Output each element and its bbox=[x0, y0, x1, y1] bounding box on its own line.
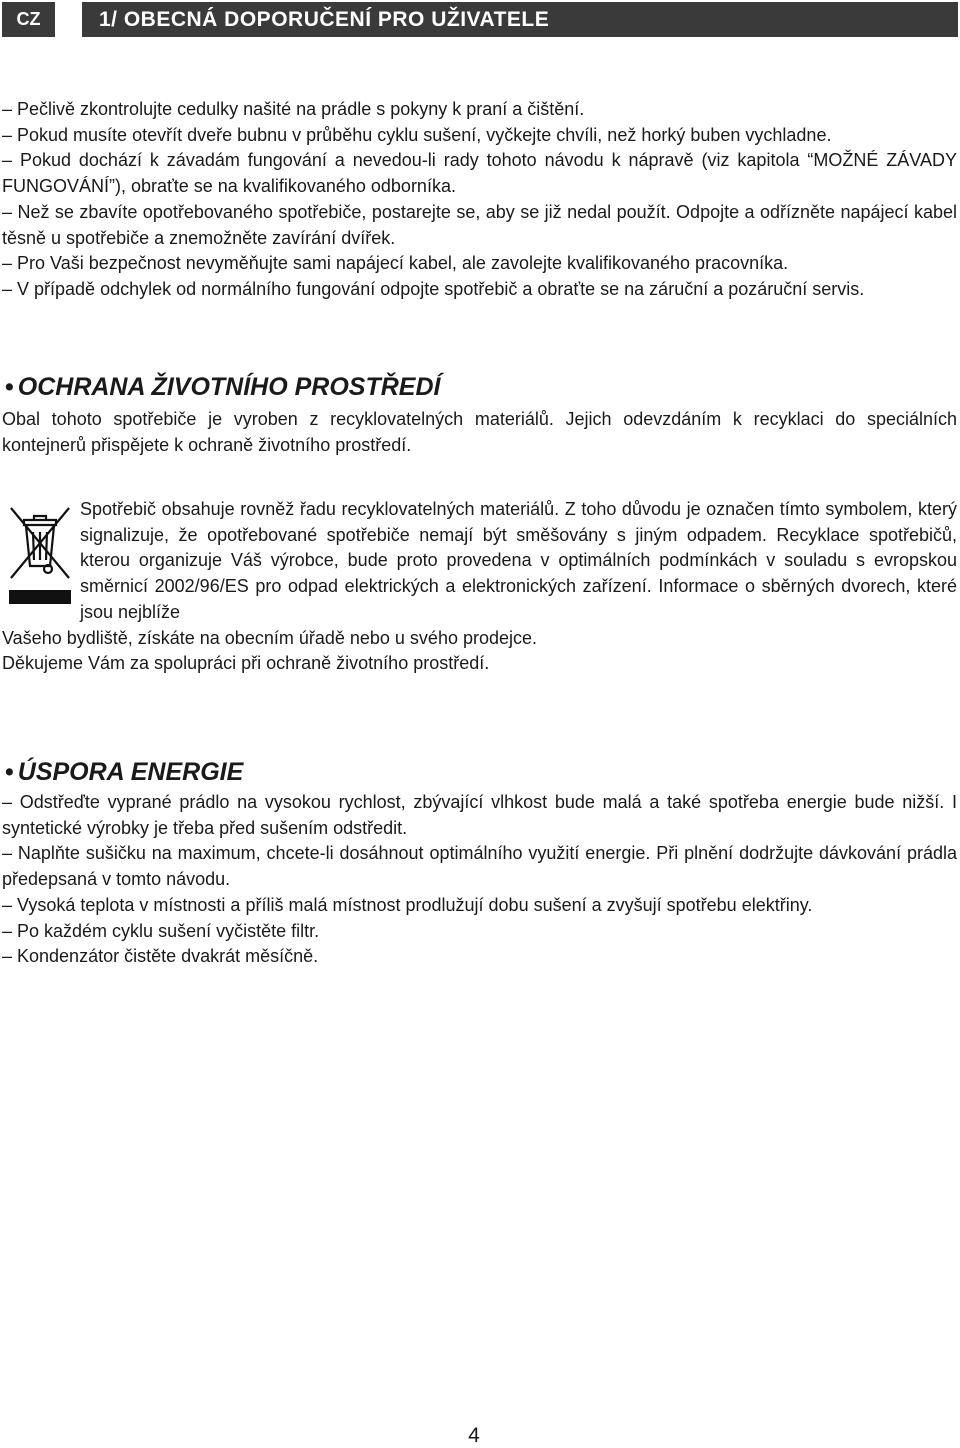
general-recommendations bbox=[2, 97, 957, 303]
bullet: • bbox=[5, 373, 14, 401]
list-item: – Vysoká teplota v místnosti a příliš malá místnost prodlužují dobu sušení a zvyšují spotřebu elektřiny. bbox=[2, 894, 813, 915]
environment-heading bbox=[5, 373, 440, 402]
recycling-text-continued: Vašeho bydliště, získáte na obecním úřadě nebo u svého prodejce. bbox=[2, 627, 538, 648]
list-item: – Pečlivě zkontrolujte cedulky našité na prádle s pokyny k praní a čištění. bbox=[2, 99, 585, 119]
list-item: – Po každém cyklu sušení vyčistěte filtr. bbox=[2, 920, 320, 941]
environment-intro-text: Obal tohoto spotřebiče je vyroben z recyklovatelných materiálů. Jejich odevzdáním k recyklaci do speciálních kontejnerů přispějete k ochraně životního prostředí. bbox=[2, 409, 957, 455]
section-title: 1/ OBECNÁ DOPORUČENÍ PRO UŽIVATELE bbox=[99, 7, 550, 31]
list-item: – Pokud musíte otevřít dveře bubnu v průběhu cyklu sušení, vyčkejte chvíli, než horký buben vychladne. bbox=[2, 124, 832, 145]
list-item: – Kondenzátor čistěte dvakrát měsíčně. bbox=[2, 946, 319, 967]
language-badge: CZ bbox=[2, 2, 55, 37]
energy-heading bbox=[5, 758, 243, 787]
environment-heading-text: OCHRANA ŽIVOTNÍHO PROSTŘEDÍ bbox=[17, 373, 441, 401]
thanks-text: Děkujeme Vám za spolupráci při ochraně životního prostředí. bbox=[2, 653, 490, 674]
list-item: – Pro Vaši bezpečnost nevyměňujte sami napájecí kabel, ale zavolejte kvalifikovaného pracovníka. bbox=[2, 253, 789, 274]
list-item: – Odstřeďte vyprané prádlo na vysokou rychlost, zbývající vlhkost bude malá a také spotřeba energie bude nižší. I syntetické výrobky je třeba před sušením odstředit. bbox=[2, 792, 957, 838]
bullet: • bbox=[5, 758, 14, 786]
environment-intro bbox=[2, 407, 957, 458]
energy-heading-text: ÚSPORA ENERGIE bbox=[17, 758, 244, 786]
list-item: – Pokud dochází k závadám fungování a nevedou-li rady tohoto návodu k nápravě (viz kapitola “MOŽNÉ ZÁVADY FUNGOVÁNÍ”), obraťte se na kvalifikovaného odborníka. bbox=[2, 150, 957, 197]
recycling-text: Spotřebič obsahuje rovněž řadu recyklovatelných materiálů. Z toho důvodu je označen tímto symbolem, který signalizuje, že opotřebované spotřebiče nemají být směšovány s jiným odpadem. Recyklace spotřebičů, kterou organizuje Váš výrobce, bude proto provedena v optimálních podmínkách v souladu s evropskou směrnicí 2002/96/ES pro odpad elektrických a elektronických zařízení. Informace o sběrných dvorech, které jsou nejblíže bbox=[80, 499, 957, 622]
list-item: – V případě odchylek od normálního fungování odpojte spotřebič a obraťte se na záruční a pozáruční servis. bbox=[2, 278, 865, 299]
list-item: – Než se zbavíte opotřebovaného spotřebiče, postarejte se, aby se již nedal použít. Odpojte a odřízněte napájecí kabel těsně u spotřebiče a znemožněte zavírání dvířek. bbox=[2, 201, 957, 248]
section-header bbox=[82, 2, 958, 37]
page-number: 4 bbox=[468, 1424, 480, 1447]
energy-saving-list bbox=[2, 790, 957, 970]
recycling-info bbox=[2, 497, 957, 677]
list-item: – Naplňte sušičku na maximum, chcete-li dosáhnout optimálního využití energie. Při plnění dodržujte dávkování prádla předepsaná v tomto návodu. bbox=[2, 843, 957, 890]
